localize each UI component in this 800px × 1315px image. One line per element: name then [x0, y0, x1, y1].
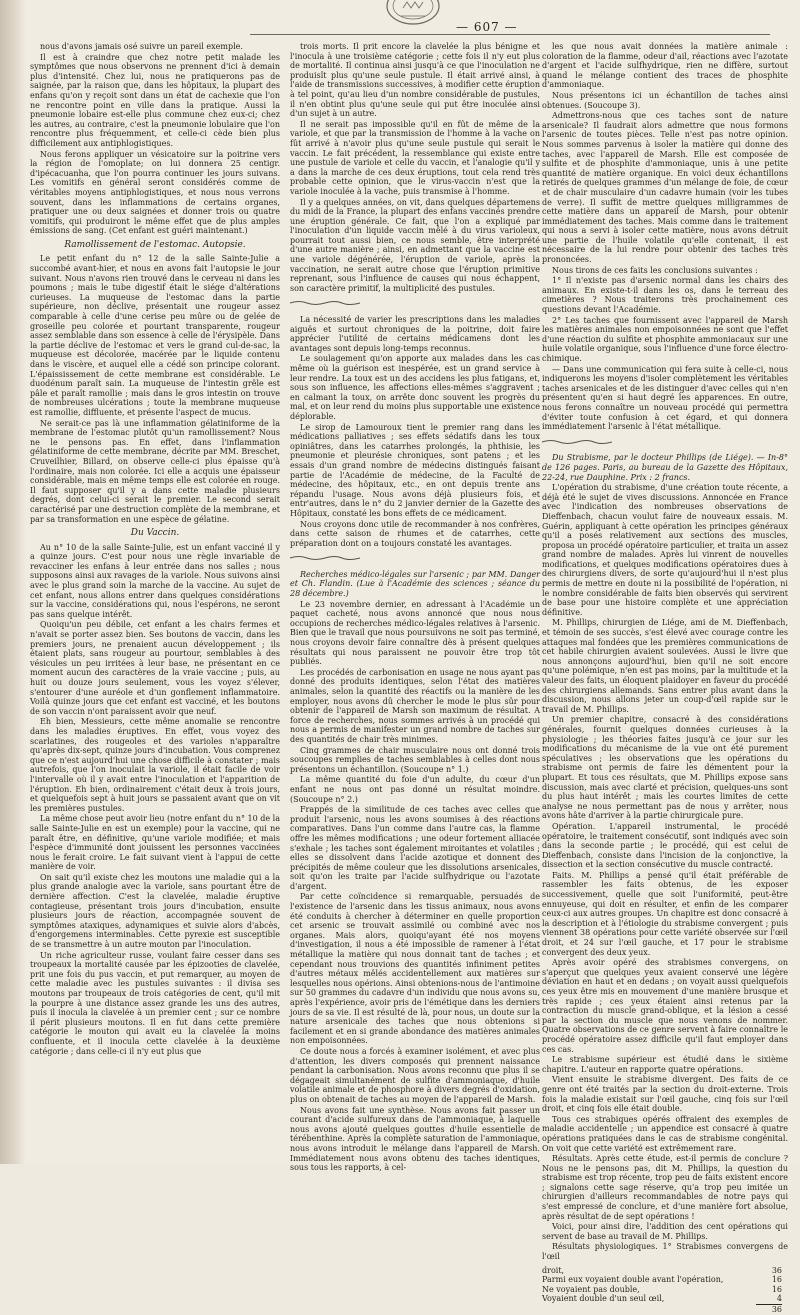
column-1	[30, 42, 280, 1154]
paragraph: Admettrons-nous que ces taches sont de nature arsenicale? Il faudrait alors admettre que nous formons l'arsenic de toutes pièces. Telle n'est pas notre opinion. Nous sommes parvenus à isoler la matière qui donne des taches, avec l'appareil de Marsh. Elle est composée de sulfite et de phosphite d'ammoniaque, unis à une petite quantité de matière organique. En voici deux échantillons retirés de quelques grammes d'un mélange de foie, de cœur et de chair musculaire d'un cadavre humain (voir les tubes de verre). Il suffit de mettre quelques milligrammes de cette matière dans un appareil de Marsh, pour obtenir immédiatement des taches. Mais comme dans le traitement qui nous a servi à isoler cette matière, nous avons détruit une partie de l'huile volatile qu'elle contenait, il est nécessaire de la lui rendre pour obtenir des taches très prononcées.	[542, 111, 788, 265]
table-row	[542, 1275, 788, 1285]
paragraph: La même chose peut avoir lieu (notre enfant du n° 10 de la salle Sainte-Julie en est un exemple) pour la vaccine, qui ne paraît être, en définitive, qu'une variole modifiée; et mais l'espèce d'immunité dont jouissent les personnes vaccinées nous le ferait croire. Le fait suivant vient à l'appui de cette manière de voir.	[30, 814, 280, 872]
paragraph: La nécessité de varier les prescriptions dans les maladies aiguës et surtout chroniques de la poitrine, doit faire apprécier l'utilité de certains médicamens dont les avantages sont depuis long-temps reconnus.	[290, 315, 540, 353]
paragraph: Le strabisme supérieur est étudié dans le sixième chapitre. L'auteur en rapporte quatre opérations.	[542, 1055, 788, 1074]
page-number: — 607 —	[456, 20, 518, 34]
paragraph: Les procédés de carbonisation en usage ne nous ayant pas donné des produits identiques, selon l'état des matières animales, selon la quantité des réactifs ou la manière de les employer, nous avons dû chercher le mode le plus sûr pour obtenir de l'appareil de Marsh son maximum de résultat. A force de recherches, nous sommes arrivés à un procédé qui nous a permis de manifester un grand nombre de taches sur des quantités de chair très minimes.	[290, 667, 540, 744]
paragraph: Cinq grammes de chair musculaire nous ont donné trois soucoupes remplies de taches semblables à celles dont nous présentons un échantillon. (Soucoupe n° 1.)	[290, 745, 540, 774]
row-label: Voyaient double d'un seul œil,	[542, 1294, 665, 1304]
table-total: 36	[756, 1304, 782, 1315]
paragraph: Nous avons fait une synthèse. Nous avons fait passer un courant d'acide sulfureux dans de l'ammoniaque, à laquelle nous avons ajouté quelques gouttes d'huile essentielle de térébenthine. Après la complète saturation de l'ammoniaque, nous avons introduit le mélange dans l'appareil de Marsh. Immédiatement nous avons obtenu des taches identiques, sous tous les rapports, à cel-	[290, 1105, 540, 1173]
paragraph: Nous présentons ici un échantillon de taches ainsi obtenues. (Soucoupe 3).	[542, 90, 788, 110]
row-value: 4	[776, 1294, 782, 1304]
header-rule	[250, 34, 770, 35]
section-heading: Du Vaccin.	[130, 528, 180, 539]
row-value: 16	[771, 1284, 782, 1294]
row-label: Ne voyaient pas double,	[542, 1284, 640, 1294]
paragraph: Ce doute nous a forcés à examiner isolément, et avec plus d'attention, les divers composés qui prennent naissance pendant la carbonisation. Nous avons reconnu que plus il se dégageait simultanément de sulfite d'ammoniaque, d'huile volatile animale et de phosphore à divers degrés d'oxidation, plus on obtenait de taches au moyen de l'appareil de Marsh.	[290, 1046, 540, 1104]
paragraph: Ne serait-ce pas là une inflammation gélatiniforme de la membrane de l'estomac plutôt qu'un ramollissement? Nous ne le pensons pas. En effet, dans l'inflammation gélatiniforme de cette membrane, décrite par MM. Breschet, Cruveilhier, Billard, on observe celle-ci plus épaisse qu'à l'ordinaire, mais non colorée. Ici elle a acquis une épaisseur considérable, mais en même temps elle est colorée en rouge. Il faut supposer qu'il y a dans cette maladie plusieurs degrés, dont celui-ci serait le premier. Le second serait caractérisé par une destruction complète de la membrane, et par sa transformation en une espèce de gélatine.	[30, 418, 280, 524]
page-binding-edge	[0, 0, 26, 1164]
separator-ornament	[542, 439, 612, 445]
paragraph: Il ne serait pas impossible qu'il en fût de même de la variole, et que par la transmission de l'homme à la vache on fût arrivé à n'avoir plus qu'une seule pustule qui serait le vaccin. Le fait précédent, la ressemblance qui existe entre une pustule de variole et celle du vaccin, et l'analogie qu'il y a dans la marche de ces deux éruptions, tout cela rend très probable cette opinion, que le virus-vaccin n'est que la variole inoculée à la vache, puis transmise à l'homme.	[290, 119, 540, 196]
paragraph: Au n° 10 de la salle Sainte-Julie, est un enfant vacciné il y a quinze jours. C'est pour nous une règle invariable de revacciner les enfans à leur entrée dans nos salles ; nous supposons ainsi aux ravages de la variole. Nous suivons ainsi avec le plus grand soin la marche de la vaccine. Au sujet de cet enfant, nous allons entrer dans quelques considérations sur la vaccine, considérations qui, nous l'espérons, ne seront pas sans quelque intérêt.	[30, 542, 280, 619]
paragraph: Résultats. Après cette étude, est-il permis de conclure ? Nous ne le pensons pas, dit M. Phillips, la question du strabisme est trop récente, trop peu de faits existent encore ; signalons cette sage réserve, qu'a trop peu imitée un chirurgien d'ailleurs recommandables de notre pays qui s'est empressé de conclure, et d'une manière fort absolue, après résultat de de sept opérations !	[542, 1154, 788, 1221]
paragraph: les que nous avait données la matière animale : coloration de la flamme, odeur d'ail, réactions avec l'azotate d'argent et l'acide sulfhydrique, rien ne diffère, surtout quand le mélange contient des traces de phosphite d'ammoniaque.	[542, 42, 788, 90]
paragraph: Résultats physiologiques. 1° Strabismes convergens de l'œil	[542, 1242, 788, 1262]
review-heading: Du Strabisme, par le docteur Phillips (de Liége). — In-8° de 126 pages. Paris, au bureau de la Gazette des Hôpitaux, 22-24, rue Dauphine. Prix : 2 francs.	[542, 453, 788, 482]
paragraph: Un riche agriculteur russe, voulant faire cesser dans ses troupeaux la mortalité causée par les épizooties de clavelée, prit une fois du pus vaccin, et put remarquer, au moyen de cette maladie avec les pustules suivantes : il divisa ses moutons par troupeaux de trois catégories de cent, qu'il mit la pourpre à une distance assez grande les uns des autres, puis il inocula la clavelée à un premier cent ; sur ce nombre il périt plusieurs moutons. Il en fut dans cette première catégorie le mouton qui avait eu la clavelée la moins confluente, et il inocula cette clavelée à la deuxième catégorie ; dans celle-ci il n'y eut plus que	[30, 950, 280, 1056]
library-stamp-icon	[381, 0, 445, 28]
paragraph: 2° Les taches que fournissent avec l'appareil de Marsh les matières animales non empoisonnées ne sont que l'effet d'une réaction du sulfite et phosphite ammoniacaux sur une huile volatile organique, sous l'influence d'une force électro-chimique.	[542, 315, 788, 363]
paragraph: Vient ensuite le strabisme divergent. Des faits de ce genre ont été traités par la section du droit-externe. Trois fois la maladie existait sur l'œil gauche, cinq fois sur l'œil droit, et cinq fois elle était double.	[542, 1075, 788, 1114]
results-table	[542, 1266, 788, 1315]
book-review	[542, 453, 788, 1314]
paragraph: On sait qu'il existe chez les moutons une maladie qui a la plus grande analogie avec la variole, sans pourtant être de dernière affection. C'est la clavelée, maladie éruptive contagieuse, présentant trois jours d'incubation, ensuite plusieurs jours de réaction, accompagnée souvent de symptômes ataxiques, adynamiques et suivie alors d'abcès, d'engorgemens interminables. Cette pyrexie est susceptible de se transmettre à un autre mouton par l'inoculation.	[30, 872, 280, 950]
paragraph: Il y a quelques années, on vit, dans quelques départemens du midi de la France, la plupart des enfans vaccinés prendre une éruption générale. Ce fait, que l'on a expliqué par l'inoculation d'un liquide vaccin mêlé à du virus varioleux, pourrait tout aussi bien, ce nous semble, être interprété d'une autre manière ; ainsi, en admettant que la vaccine est une variole dégénérée, l'éruption de variole, après la vaccination, ne serait autre chose que l'éruption primitive reprenant, sous l'influence de causes qui nous échappent, son caractère primitif, la multiplicité des pustules.	[290, 197, 540, 293]
row-label: droit,	[542, 1265, 565, 1275]
paragraph: Le sirop de Lamouroux tient le premier rang dans les médications palliatives ; ses effets sédatifs dans les toux opiniâtres, dans les catarrhes prolongés, la phthisie, les pneumonie et pleurésie chroniques, sont patens ; et les essais d'un grand nombre de médecins distingués faisant partie de l'Académie de médecine, de la Faculté de médecine, des hôpitaux, etc., en ont depuis trente ans répandu l'usage. Nous avons déjà plusieurs fois, et entr'autres, dans le n° du 2 janvier dernier de la Gazette des Hôpitaux, constaté les bons effets de ce médicament.	[290, 422, 540, 518]
row-value: 36	[771, 1265, 782, 1275]
paragraph: Par cette coïncidence si remarquable, persuadés de l'existence de l'arsenic dans les tissus animaux, nous avons été conduits à chercher à déterminer en quelle proportion cet arsenic se trouvait assimilé ou combiné avec nos organes. Mais alors, quoiqu'ayant été nos moyens d'investigation, il nous a été impossible de ramener à l'état métallique la matière qui nous donnait tant de taches ; et cependant nous trouvions des quantités infiniment petites d'autres métaux mêlés accidentellement aux matières sur lesquelles nous opérions. Ainsi obtenions-nous de l'antimoine sur 50 grammes du cadavre d'un individu que nous avons su, après l'expérience, avoir pris de l'émétique dans les derniers jours de sa vie. Il est résulté de là, pour nous, un doute sur la nature arsenicale des taches que nous obtenions si facilement et en si grande abondance des matières animales non empoisonnées.	[290, 892, 540, 1046]
paragraph: Quoiqu'un peu débile, cet enfant a les chairs fermes et n'avait se porter assez bien. Ses boutons de vaccin, dans les premiers jours, ne prenaient aucun développement ; ils étaient plats, sans rougeur au pourtour, semblables à des vésicules un peu irritées à leur base, ne présentant en ce moment aucun des caractères de la vraie vaccine ; puis, au huit ou douze jours seulement, vous les voyez s'élever, s'entourer d'une auréole et d'un gonflement inflammatoire. Voilà quinze jours que cet enfant est vacciné, et les boutons de son vaccin n'ont paraissent avoir que neuf.	[30, 620, 280, 716]
paragraph: Tous ces strabiques opérés offraient des exemples de maladie accidentelle ; un appendice est consacré à quatre opérations pratiquées dans le cas de strabisme congénital. On voit que cette variété est extrêmement rare.	[542, 1114, 788, 1153]
paragraph: Voici, pour ainsi dire, l'addition des cent opérations qui servent de base au travail de M. Phillips.	[542, 1222, 788, 1241]
paragraph: Frappés de la similitude de ces taches avec celles que produit l'arsenic, nous les avons soumises à des réactions comparatives. Dans l'un comme dans l'autre cas, la flamme offre les mêmes modifications ; une odeur fortement alliacée s'exhale ; les taches sont également miroitantes et volatiles ; elles se dissolvent dans l'acide azotique et donnent des précipités de même couleur que les dissolutions arsenicales, soit qu'on les traite par l'acide sulfhydrique ou l'azotate d'argent.	[290, 805, 540, 891]
paragraph: Le petit enfant du n° 12 de la salle Sainte-Julie a succombé avant-hier, et nous en avons fait l'autopsie le jour suivant. Nous n'avons rien trouvé dans le cerveau ni dans les poumons ; mais le tube digestif était le siége d'altérations curieuses. La muqueuse de l'estomac dans la partie supérieure, non déclive, présentait une rougeur assez comparable à celle d'une cerise peu mûre ou de gelée de groseille peu colorée et pourtant transparente, rougeur assez semblable dans son essence à celle de l'érysipèle. Dans la partie déclive de l'estomac et vers le grand cul-de-sac, la muqueuse est décolorée, macérée par le liquide contenu dans le viscère, et auquel elle a cédé son principe colorant. L'épaississement de cette membrane est considérable. Le duodénum paraît sain. La muqueuse de l'intestin grêle est pâle et paraît ramollie ; mais dans le gros intestin on trouve de nombreuses ulcérations ; toute la membrane muqueuse est ramollie, diffluente, et présente l'aspect de mucus.	[30, 254, 280, 417]
paragraph: nous d'avons jamais osé suivre un pareil exemple.	[40, 42, 243, 51]
separator-ornament	[290, 300, 360, 306]
paragraph: La même quantité du foie d'un adulte, du cœur d'un enfant ne nous ont pas donné un résultat moindre. (Soucoupe n° 2.)	[290, 775, 540, 804]
column-3	[542, 42, 788, 1314]
paragraph: Nous croyons donc utile de recommander à nos confrères, dans cette saison de rhumes et de catarrhes, cette préparation dont on a toujours constaté les avantages.	[290, 519, 540, 548]
paragraph: Après avoir opéré des strabismes convergens, on s'aperçut que quelques yeux avaient conservé une légère déviation en haut et en dedans ; on voyait aussi quelquefois ces yeux être mis en mouvement d'une manière brusque et très rapide ; ces yeux étaient ainsi retenus par la contraction du muscle grand-oblique, et la lésion a cessé par la section du muscle que nous venons de nommer. Quatre observations de ce genre servent à faire connaître le procédé opératoire assez difficile qu'il faut employer dans ces cas.	[542, 958, 788, 1054]
paragraph: — Dans une communication qui fera suite à celle-ci, nous indiquerons les moyens d'isoler complètement les véritables taches arsenicales et de les distinguer d'avec celles qui n'en présentent qu'en si haut degré les apparences. En outre, nous ferons connaître un nouveau procédé qui permettra d'éviter toute confusion à cet égard, et qui donnera immédiatement l'arsenic à l'état métallique.	[542, 364, 788, 432]
paragraph: Nous tirons de ces faits les conclusions suivantes :	[552, 265, 758, 275]
paragraph: Opération. L'appareil instrumental, le procédé opératoire, le traitement consécutif, sont indiqués avec soin dans la seconde partie ; le procédé, qui est celui de Dieffenbach, consiste dans l'incision de la conjonctive, la dissection et la section consécutive du muscle contracté.	[542, 821, 788, 870]
table-row	[542, 1285, 788, 1295]
separator-ornament	[290, 555, 360, 561]
paragraph: trois morts. Il prit encore la clavelée la plus bénigne et l'inocula à une troisième catégorie ; cette fois il n'y eut plus de mortalité. Il continua ainsi jusqu'à ce que l'inoculation ne produisît plus qu'une seule pustule. Il était arrivé ainsi, à l'aide de transmissions successives, à modifier cette éruption à tel point, qu'au lieu d'un nombre considérable de pustules, il n'en obtint plus qu'une seule qui put être inoculée ainsi d'un sujet à un autre.	[290, 42, 540, 119]
page-header	[0, 0, 800, 42]
row-value: 16	[771, 1275, 782, 1285]
paragraph: Nous ferons appliquer un vésicatoire sur la poitrine vers la région de l'omoplate; on lui donnera 25 centigr. d'ipécacuanha, que l'on pourra continuer les jours suivans. Les vomitifs en général seront considérés comme de véritables moyens antiphlogistiques, et nous nous verrons souvent, dans les inflammations de certains organes, pratiquer une ou deux saignées et donner trois ou quatre vomitifs, qui produiront le même effet que de plus amples émissions de sang. (Cet enfant est guéri maintenant.)	[30, 149, 280, 236]
row-label: Parmi eux voyaient double avant l'opération,	[542, 1275, 724, 1285]
paragraph: Eh bien, Messieurs, cette même anomalie se rencontre dans les maladies éruptives. En effet, vous voyez des scarlatines, des rougeoles et des varioles n'apparaître qu'après dix-sept, quinze jours d'incubation. Vous comprenez que ce n'est aujourd'hui une chose difficile à constater ; mais autrefois, que l'on inoculait la variole, il était facile de voir l'intervalle où il y avait entre l'inoculation et l'apparition de l'éruption. Eh bien, ordinairement c'était deux à trois jours, et quelquefois sept à huit jours se passaient avant que on vit les premières pustules.	[30, 717, 280, 813]
paragraph: Le 23 novembre dernier, en adressant à l'Académie un paquet cacheté, nous avons annoncé que nous nous occupions de recherches médico-légales relatives à l'arsenic. Bien que le travail que nous poursuivons ne soit pas terminé, nous croyons devoir faire connaître dès à présent quelques résultats qui nous paraissent ne pouvoir être trop tôt publiés.	[290, 599, 540, 667]
column-2	[290, 42, 540, 1173]
paragraph: Le soulagement qu'on apporte aux malades dans les cas même où la guérison est inespérée, est un grand service à leur rendre. La toux est un des accidens les plus fatigans, et, sous son influence, les affections elles-mêmes s'aggravent ; en calmant la toux, on arrête donc souvent les progrès du mal, et on leur rend du moins plus supportable une existence déplorable.	[290, 354, 540, 421]
table-row	[542, 1266, 788, 1276]
section-heading: Ramollissement de l'estomac. Autopsie.	[64, 239, 246, 250]
paragraph: L'opération du strabisme, d'une création toute récente, a déjà été le sujet de vives discussions. Annoncée en France avec l'indication des nombreuses observations de Dieffenbach, chacun voulut faire de nouveaux essais. M. Guérin, appliquant à cette opération les principes généraux qu'il a posés relativement aux sections des muscles, proposa un procédé opératoire particulier, et traita un assez grand nombre de malades. Après lui vinrent de nouvelles modifications, et quelques modifications opératoires dues à des chirurgiens divers, de sorte qu'aujourd'hui il n'est plus permis de mettre en doute ni la possibilité de l'opération, ni le nombre considérable de faits bien observés qui servirent de base pour une histoire complète et une appréciation définitive.	[542, 483, 788, 617]
paragraph: M. Phillips, chirurgien de Liége, ami de M. Dieffenbach, et témoin de ses succès, s'est élevé avec courage contre les attaques mal fondées que les premières communications de cet habile chirurgien avaient soulevées. Aussi le livre que nous annonçons aujourd'hui, bien qu'il ne soit encore qu'une polémique, n'en est pas moins, par la multitude et la valeur des faits, un éloquent plaidoyer en faveur du procédé des chirurgiens allemands. Sans entrer plus avant dans la discussion, nous allons jeter un coup-d'œil rapide sur le travail de M. Phillips.	[542, 618, 788, 714]
paragraph: 1° Il n'existe pas d'arsenic normal dans les chairs des animaux. En existe-t-il dans les os, dans le terreau des cimetières ? Nous traiterons très prochainement ces questions devant l'Académie.	[542, 276, 788, 315]
paragraph: Il est à craindre que chez notre petit malade les symptômes que nous observons ne prennent d'ici à demain plus d'intensité. Chez lui, nous ne pratiquerons pas de saignée, par la raison que, dans les hôpitaux, la plupart des enfans qu'on y reçoit sont dans un état de cachexie que l'on ne rencontre point en ville dans la pratique. Aussi la pneumonie lobaire est-elle plus commune chez eux-ci; chez les autres, au contraire, c'est la pneumonie lobulaire que l'on rencontre plus fréquemment, et celle-ci cède bien plus difficilement aux antiphlogistiques.	[30, 52, 280, 148]
paragraph: Faits. M. Phillips a pensé qu'il était préférable de rassembler les faits obtenus, de les exposer successivement, quelle que soit l'uniformité, peut-être ennuyeuse, qui doit en résulter, et enfin de les comparer ceux-ci aux autres groupes. Un chapitre est donc consacré à la description et à l'étiologie du strabisme convergent ; puis viennent 38 opérations pour cette variété observée sur l'œil droit, et 24 sur l'œil gauche, et 17 pour le strabisme convergent des deux yeux.	[542, 870, 788, 957]
paragraph: Un premier chapitre, consacré à des considérations générales, fournit quelques données curieuses à la physiologie ; les théories faites jusqu'à ce jour sur les modifications du mécanisme de la vue ont été purement spéculatives ; les observations que les opérations du strabisme ont permis de faire les démentent pour la plupart. Et tous ces résultats, que M. Phillips expose sans discussion, mais avec clarté et précision, quelques-uns sont du plus haut intérêt ; mais les courtes limites de cette analyse ne nous permettant pas de nous y arrêter, nous avons hâte d'arriver à la partie chirurgicale pure.	[542, 715, 788, 821]
article-heading: Recherches médico-légales sur l'arsenic ; par MM. Danger et Ch. Flandin. (Lue à l'Académie des sciences ; séance du 28 décembre.)	[290, 569, 540, 599]
table-row	[542, 1294, 788, 1304]
